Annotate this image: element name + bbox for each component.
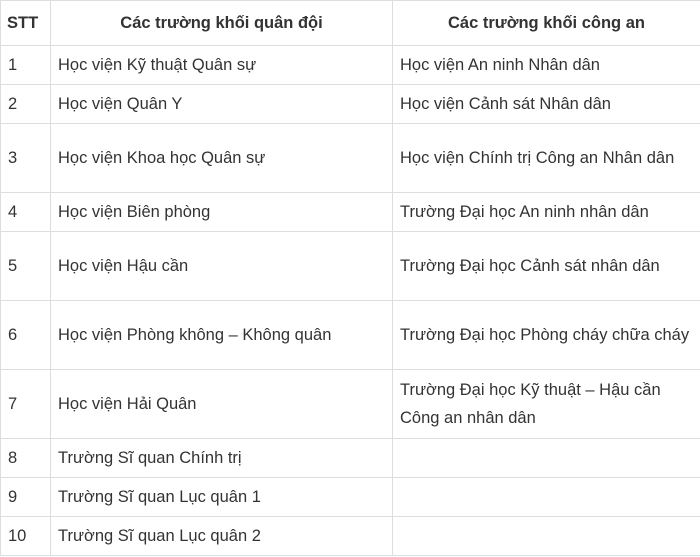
table-row xyxy=(1,85,700,124)
cell-army-school: Học viện Kỹ thuật Quân sự xyxy=(51,46,393,85)
cell-stt: 10 xyxy=(1,517,51,556)
table-row xyxy=(1,193,700,232)
table-row xyxy=(1,232,700,301)
cell-stt: 1 xyxy=(1,46,51,85)
cell-stt: 6 xyxy=(1,301,51,370)
cell-army-school: Học viện Hậu cần xyxy=(51,232,393,301)
table-header-row xyxy=(1,1,700,46)
cell-army-school: Học viện Phòng không – Không quân xyxy=(51,301,393,370)
cell-stt: 2 xyxy=(1,85,51,124)
cell-police-school: Trường Đại học Phòng cháy chữa cháy xyxy=(393,301,700,370)
cell-stt: 7 xyxy=(1,370,51,439)
cell-army-school: Học viện Biên phòng xyxy=(51,193,393,232)
cell-army-school: Trường Sĩ quan Lục quân 2 xyxy=(51,517,393,556)
cell-police-school xyxy=(393,517,700,556)
cell-army-school: Học viện Quân Y xyxy=(51,85,393,124)
table-row xyxy=(1,478,700,517)
table-row xyxy=(1,124,700,193)
table-row xyxy=(1,301,700,370)
header-police-schools: Các trường khối công an xyxy=(393,1,700,46)
cell-police-school xyxy=(393,439,700,478)
cell-stt: 9 xyxy=(1,478,51,517)
table-row xyxy=(1,46,700,85)
cell-police-school: Học viện Chính trị Công an Nhân dân xyxy=(393,124,700,193)
cell-police-school xyxy=(393,478,700,517)
cell-police-school: Trường Đại học Cảnh sát nhân dân xyxy=(393,232,700,301)
cell-stt: 3 xyxy=(1,124,51,193)
cell-army-school: Học viện Hải Quân xyxy=(51,370,393,439)
cell-police-school: Học viện Cảnh sát Nhân dân xyxy=(393,85,700,124)
cell-army-school: Trường Sĩ quan Chính trị xyxy=(51,439,393,478)
cell-police-school: Trường Đại học Kỹ thuật – Hậu cần Công an nhân dân xyxy=(393,370,700,439)
table-row xyxy=(1,370,700,439)
cell-army-school: Học viện Khoa học Quân sự xyxy=(51,124,393,193)
cell-police-school: Trường Đại học An ninh nhân dân xyxy=(393,193,700,232)
header-stt: STT xyxy=(1,1,51,46)
table-row xyxy=(1,517,700,556)
cell-stt: 8 xyxy=(1,439,51,478)
cell-stt: 4 xyxy=(1,193,51,232)
cell-stt: 5 xyxy=(1,232,51,301)
header-army-schools: Các trường khối quân đội xyxy=(51,1,393,46)
cell-police-school: Học viện An ninh Nhân dân xyxy=(393,46,700,85)
table-row xyxy=(1,439,700,478)
cell-army-school: Trường Sĩ quan Lục quân 1 xyxy=(51,478,393,517)
